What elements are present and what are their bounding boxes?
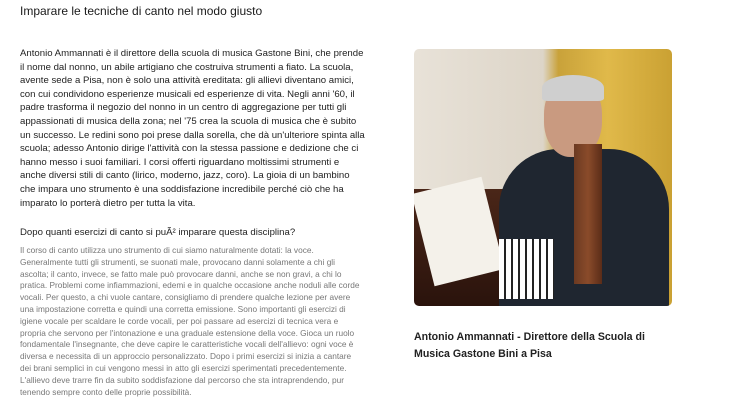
text-line: L'allievo deve trarre fin da subito soddisfazione dal percorso che sta intraprendendo, pur [20,374,344,385]
scarf-shape [574,144,602,284]
text-line: hanno messo i suoi familiari. I corsi offerti riguardano moltissimi strumenti e [20,156,340,168]
section-heading: Dopo quanti esercizi di canto si puÃ² imparare questa disciplina? [20,227,296,238]
text-line: Generalmente tutti gli strumenti, se suonati male, provocano danni solamente a chi gli [20,256,335,267]
text-line: imparato lo porterà dietro per tutta la vita. [20,197,196,209]
text-line: una impostazione corretta e quindi una corretta emissione. Sono importanti gli esercizi di [20,303,346,314]
photo-caption [414,329,645,363]
text-line: igiene vocale per scaldare le corde vocali, per poi passare ad esercizi di tecnica vera e [20,315,339,326]
piano-keys-shape [499,239,554,299]
text-line: Antonio Ammannati è il direttore della scuola di musica Gastone Bini, che prende [20,48,364,59]
text-line: tenendo sempre conto delle proprie possibilità. [20,386,192,397]
text-line: il nome dal nonno, un abile artigiano che costruiva strumenti a fiato. La scuola, [20,61,354,73]
text-line: padre trasforma il negozio del nonno in un centro di aggregazione per tutti gli [20,102,347,114]
text-line: un successo. Le redini sono poi prese dalla sorella, che dà un'ulteriore spinta alla [20,129,365,141]
text-line: pratica. Problemi come infiammazioni, edemi e in qualche occasione anche noduli alle corde [20,280,360,291]
text-line: avente sede a Pisa, non è solo una attività ereditata: gli allievi diventano amici, [20,75,354,87]
text-line: ascolta; il canto, invece, se fatto male può provocare danni, anche se non gravi, a chi lo [20,268,342,279]
text-line: anche diversi stili di canto (lirico, moderno, jazz, coro). La gioia di un bambino [20,170,350,182]
text-line: fondamentale l'insegnante, che deve capire le caratteristiche vocali dell'allievo: ogni voce è [20,339,354,350]
text-line: diversa e necessita di un approccio personalizzato. Dopo i primi esercizi si inizia a cantare [20,351,352,362]
text-line: appassionati di musica della zona; nel '75 crea la scuola di musica che è subito [20,115,357,127]
text-line: con cui condividono esperienze musicali ed esperienze di vita. Negli anni '60, il [20,88,355,100]
text-line: scuola; adesso Antonio dirige l'attività con la stessa passione e dedizione che ci [20,143,359,155]
text-line: vocali. Per questo, a chi vuole cantare, consigliamo di prendere qualche lezione per avere [20,292,351,303]
section-paragraph [20,245,359,398]
page-title: Imparare le tecniche di canto nel modo giusto [20,4,263,18]
caption-line: Antonio Ammannati - Direttore della Scuola di [414,331,645,343]
caption-line: Musica Gastone Bini a Pisa [414,348,552,360]
text-line: propria che servono per l'intonazione e una graduale estensione della voce. Gioca un ruolo [20,327,355,338]
intro-paragraph [20,47,365,210]
text-line: dei brani semplici in cui vengono messi in atto gli esercizi sperimentati precedentemente. [20,362,347,373]
portrait-photo [414,49,672,306]
text-line: che impara uno strumento è una soddisfazione incredibile perché ciò che ha [20,183,344,195]
person-hair-shape [542,75,604,101]
text-line: Il corso di canto utilizza uno strumento di cui siamo naturalmente dotati: la voce. [20,245,314,255]
